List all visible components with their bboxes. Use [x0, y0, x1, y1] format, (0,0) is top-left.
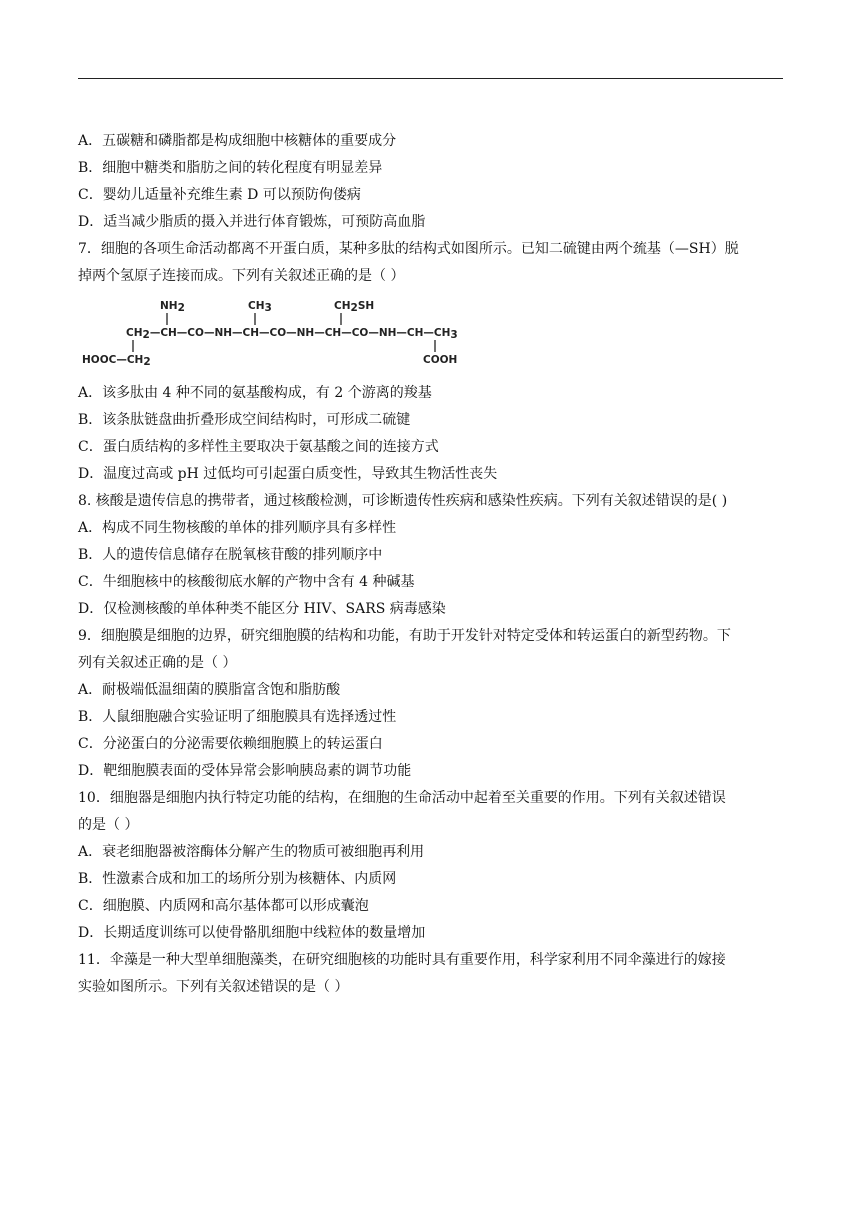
- q6-option-c: C．婴幼儿适量补充维生素 D 可以预防佝偻病: [78, 187, 361, 203]
- hooc-label: HOOC—CH2: [82, 354, 151, 368]
- q7-option-b: B．该条肽链盘曲折叠形成空间结构时，可形成二硫键: [78, 412, 411, 428]
- q10-option-d: D．长期适度训练可以使骨骼肌细胞中线粒体的数量增加: [78, 925, 426, 941]
- q9-stem-line-2: 列有关叙述正确的是（ ）: [78, 655, 237, 671]
- q7-stem-line-2: 掉两个氢原子连接而成。下列有关叙述正确的是（ ）: [78, 268, 405, 284]
- q7-stem-line-1: 7．细胞的各项生命活动都离不开蛋白质，某种多肽的结构式如图所示。已知二硫键由两个巯基（—SH）脱: [78, 241, 739, 257]
- q8-option-d: D．仅检测核酸的单体种类不能区分 HIV、SARS 病毒感染: [78, 601, 446, 617]
- q10-stem-line-2: 的是（ ）: [78, 817, 139, 833]
- q9-option-b: B．人鼠细胞融合实验证明了细胞膜具有选择透过性: [78, 709, 397, 725]
- q9-stem-line-1: 9．细胞膜是细胞的边界，研究细胞膜的结构和功能，有助于开发针对特定受体和转运蛋白的新型药物。下: [78, 628, 731, 644]
- q9-option-a: A．耐极端低温细菌的膜脂富含饱和脂肪酸: [78, 682, 341, 698]
- ch3-top-label: CH3: [248, 300, 272, 314]
- polypeptide-structure-svg: [78, 292, 478, 374]
- cooh-label: COOH: [423, 354, 458, 366]
- q7-option-c: C．蛋白质结构的多样性主要取决于氨基酸之间的连接方式: [78, 439, 439, 455]
- q11-stem-line-1: 11．伞藻是一种大型单细胞藻类，在研究细胞核的功能时具有重要作用，科学家利用不同伞藻进行的嫁接: [78, 952, 726, 968]
- q8-stem-line-1: 8. 核酸是遗传信息的携带者，通过核酸检测，可诊断遗传性疾病和感染性疾病。下列有关叙述错误的是( ): [78, 493, 728, 509]
- header-rule: [78, 78, 783, 79]
- q8-option-a: A．构成不同生物核酸的单体的排列顺序具有多样性: [78, 520, 397, 536]
- q10-stem-line-1: 10．细胞器是细胞内执行特定功能的结构，在细胞的生命活动中起着至关重要的作用。下列有关叙述错误: [78, 790, 726, 806]
- q6-option-a: A．五碳糖和磷脂都是构成细胞中核糖体的重要成分: [78, 133, 397, 149]
- main-chain-label: CH2—CH—CO—NH—CH—CO—NH—CH—CO—NH—CH—CH3: [126, 327, 458, 341]
- q11-stem-line-2: 实验如图所示。下列有关叙述错误的是（ ）: [78, 979, 349, 995]
- q6-option-b: B．细胞中糖类和脂肪之间的转化程度有明显差异: [78, 160, 383, 176]
- q6-option-d: D．适当减少脂质的摄入并进行体育锻炼，可预防高血脂: [78, 214, 426, 230]
- q10-option-c: C．细胞膜、内质网和高尔基体都可以形成囊泡: [78, 898, 369, 914]
- q10-option-a: A．衰老细胞器被溶酶体分解产生的物质可被细胞再利用: [78, 844, 425, 860]
- q9-option-d: D．靶细胞膜表面的受体异常会影响胰岛素的调节功能: [78, 763, 412, 779]
- q9-option-c: C．分泌蛋白的分泌需要依赖细胞膜上的转运蛋白: [78, 736, 383, 752]
- ch2sh-label: CH2SH: [334, 300, 375, 314]
- q7-option-a: A．该多肽由 4 种不同的氨基酸构成，有 2 个游离的羧基: [78, 385, 432, 401]
- q7-option-d: D．温度过高或 pH 过低均可引起蛋白质变性，导致其生物活性丧失: [78, 466, 498, 482]
- q8-option-b: B．人的遗传信息储存在脱氧核苷酸的排列顺序中: [78, 547, 383, 563]
- polypeptide-structure-figure: [78, 292, 478, 374]
- q8-option-c: C．牛细胞核中的核酸彻底水解的产物中含有 4 种碱基: [78, 574, 415, 590]
- nh2-label: NH2: [160, 300, 185, 314]
- q10-option-b: B．性激素合成和加工的场所分别为核糖体、内质网: [78, 871, 397, 887]
